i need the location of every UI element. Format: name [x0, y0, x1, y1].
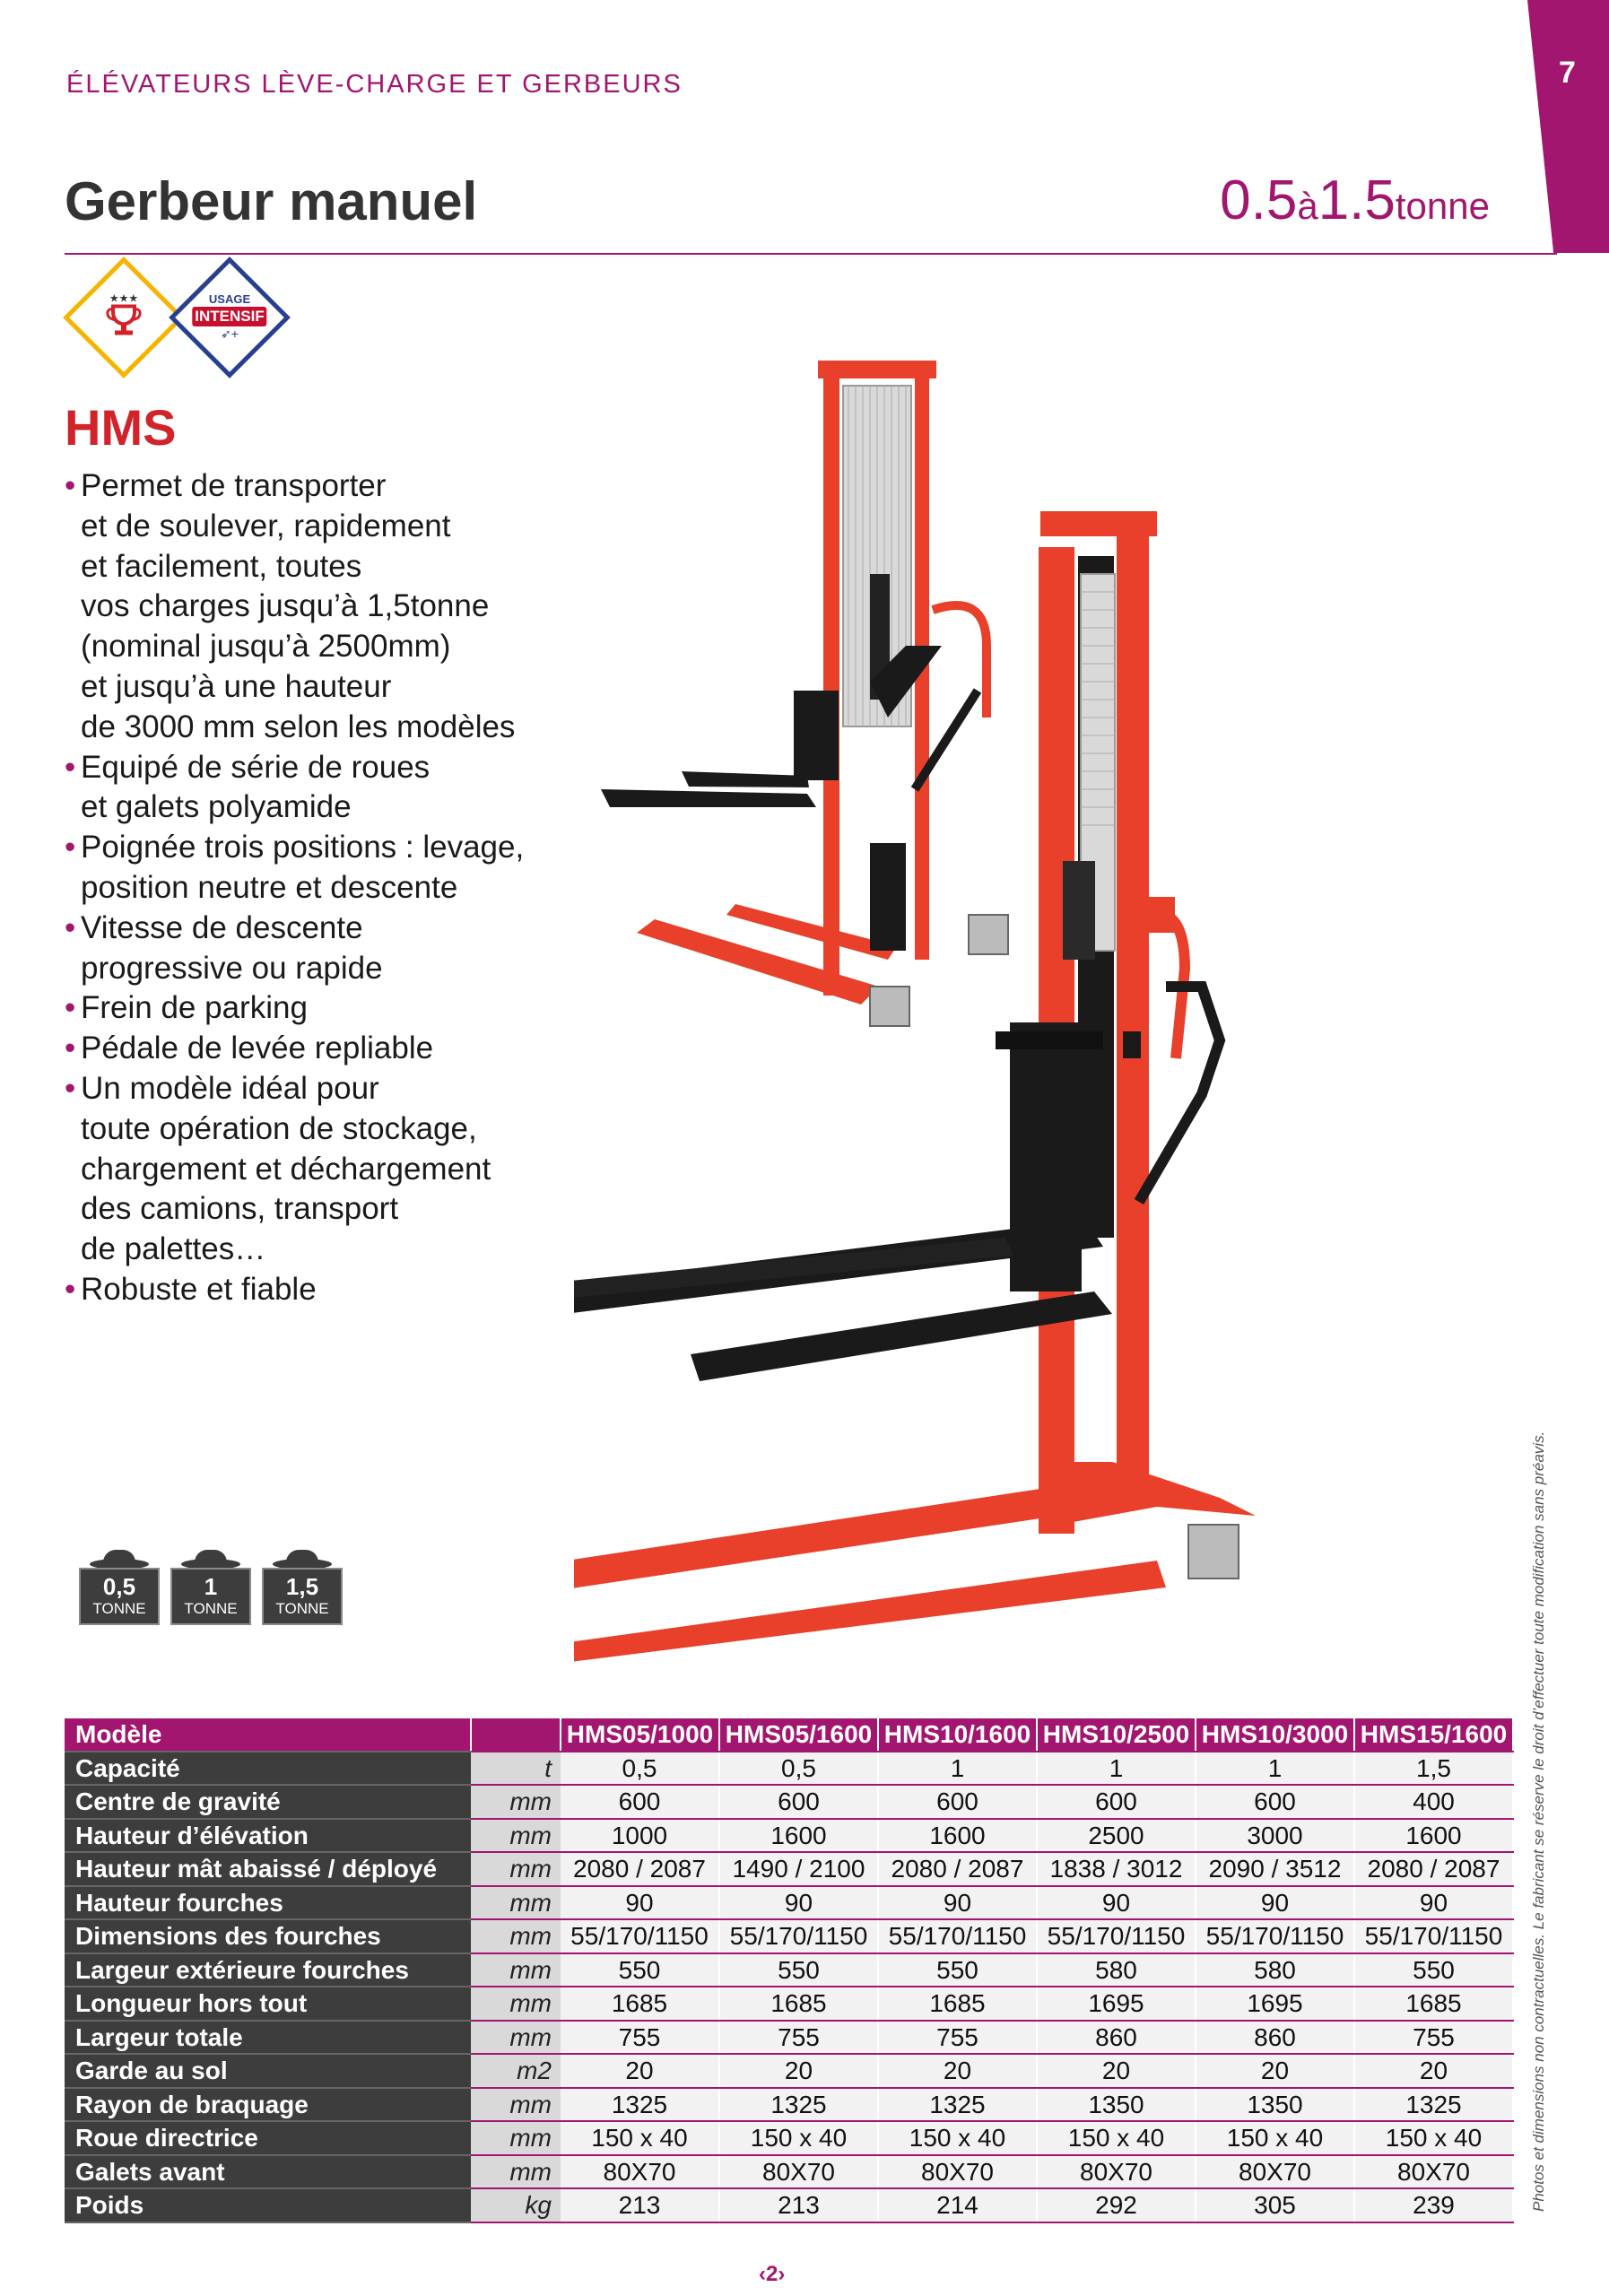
table-cell: 1490 / 2100 [719, 1852, 878, 1886]
trophy-icon [99, 291, 149, 345]
table-cell: 2090 / 3512 [1196, 1852, 1354, 1886]
feature-item: • Permet de transporter et de soulever, rapidement et facilement, toutes vos charges jusqu’à 1,5tonne (nominal jusqu’à 2500mm) et jusqu’à une hauteur de 3000 mm selon les modèles [65, 466, 567, 748]
table-cell: 90 [878, 1886, 1037, 1920]
feature-item: • Frein de parking [65, 988, 567, 1029]
table-cell: 1 [878, 1752, 1037, 1786]
table-cell: 150 x 40 [878, 2121, 1037, 2155]
table-row [65, 1852, 1513, 1886]
table-cell: 1600 [1354, 1819, 1513, 1853]
stacker-illustration [574, 341, 1543, 1686]
table-cell: 55/170/1150 [719, 1919, 878, 1953]
table-cell: 755 [878, 2021, 1037, 2055]
row-label: Hauteur fourches [65, 1886, 471, 1920]
row-label: Roue directrice [65, 2121, 471, 2155]
quality-badge [63, 257, 185, 378]
table-cell: 20 [1196, 2054, 1354, 2088]
model-column-header: HMS10/3000 [1196, 1718, 1354, 1752]
table-cell: 55/170/1150 [1037, 1919, 1196, 1953]
table-row [65, 2188, 1513, 2222]
table-cell: 1685 [878, 1987, 1037, 2021]
header-category: ÉLÉVATEURS LÈVE-CHARGE ET GERBEURS [66, 70, 683, 99]
row-label: Garde au sol [65, 2054, 471, 2088]
row-label: Longueur hors tout [65, 1987, 471, 2021]
table-cell: 80X70 [1354, 2155, 1513, 2189]
row-unit: mm [471, 1987, 561, 2021]
tonnage-unit: TONNE [92, 1600, 146, 1617]
table-cell: 80X70 [1037, 2155, 1196, 2189]
row-unit: mm [471, 2155, 561, 2189]
table-cell: 80X70 [561, 2155, 719, 2189]
table-cell: 1 [1037, 1752, 1196, 1786]
row-unit: mm [471, 1785, 561, 1819]
table-row [65, 1886, 1513, 1920]
row-unit: mm [471, 1953, 561, 1987]
table-cell: 1600 [719, 1819, 878, 1853]
weight-icon [262, 1550, 343, 1625]
table-header-label: Modèle [65, 1718, 471, 1752]
table-row [65, 1987, 1513, 2021]
tonnage-value: 1,5 [285, 1573, 319, 1600]
row-label: Capacité [65, 1752, 471, 1786]
footer-logo: ‹2› [759, 2262, 786, 2286]
badge-usage-text: USAGE [208, 292, 251, 306]
table-row [65, 1953, 1513, 1987]
row-unit: mm [471, 2021, 561, 2055]
row-label: Hauteur mât abaissé / déployé [65, 1852, 471, 1886]
table-cell: 1600 [878, 1819, 1037, 1853]
table-cell: 292 [1037, 2188, 1196, 2222]
table-row [65, 1919, 1513, 1953]
table-row [65, 1819, 1513, 1853]
table-cell: 213 [561, 2188, 719, 2222]
feature-list [65, 466, 567, 1310]
tonnage-value: 1 [204, 1573, 218, 1600]
row-unit: mm [471, 1919, 561, 1953]
row-unit: mm [471, 2121, 561, 2155]
table-cell: 3000 [1196, 1819, 1354, 1853]
row-label: Dimensions des fourches [65, 1919, 471, 1953]
table-row [65, 2155, 1513, 2189]
model-column-header: HMS10/2500 [1037, 1718, 1196, 1752]
table-cell: 580 [1196, 1953, 1354, 1987]
disclaimer-note: Photos et dimensions non contractuelles. Le fabricant se réserve le droit d’effectuer toute modification sans préavis. [1530, 1431, 1547, 2212]
feature-item: • Pédale de levée repliable [65, 1029, 567, 1069]
arrows-icon: ➶+ [221, 326, 239, 341]
row-unit: m2 [471, 2054, 561, 2088]
table-cell: 600 [1196, 1785, 1354, 1819]
table-row [65, 1752, 1513, 1786]
table-cell: 755 [1354, 2021, 1513, 2055]
table-cell: 305 [1196, 2188, 1354, 2222]
row-label: Rayon de braquage [65, 2088, 471, 2122]
badge-intensif-text: INTENSIF [192, 307, 266, 326]
table-cell: 55/170/1150 [1196, 1919, 1354, 1953]
capacity-from: 0.5 [1220, 170, 1298, 231]
table-cell: 1325 [878, 2088, 1037, 2122]
table-cell: 600 [878, 1785, 1037, 1819]
capacity-range [1220, 169, 1490, 232]
table-cell: 755 [719, 2021, 878, 2055]
model-column-header: HMS05/1000 [561, 1718, 719, 1752]
table-cell: 20 [1354, 2054, 1513, 2088]
svg-text:★★★: ★★★ [109, 291, 139, 305]
table-cell: 214 [878, 2188, 1037, 2222]
tonnage-unit: TONNE [184, 1600, 238, 1617]
row-unit: mm [471, 1886, 561, 1920]
table-cell: 600 [1037, 1785, 1196, 1819]
table-cell: 90 [1354, 1886, 1513, 1920]
row-label: Galets avant [65, 2155, 471, 2189]
table-cell: 0,5 [561, 1752, 719, 1786]
table-cell: 150 x 40 [1354, 2121, 1513, 2155]
feature-item: • Poignée trois positions : levage, position neutre et descente [65, 828, 567, 909]
table-row [65, 2021, 1513, 2055]
table-cell: 2080 / 2087 [1354, 1852, 1513, 1886]
table-cell: 150 x 40 [1196, 2121, 1354, 2155]
table-cell: 80X70 [878, 2155, 1037, 2189]
page-number: 7 [1559, 56, 1576, 90]
table-cell: 20 [719, 2054, 878, 2088]
table-cell: 1,5 [1354, 1752, 1513, 1786]
table-cell: 0,5 [719, 1752, 878, 1786]
row-unit: kg [471, 2188, 561, 2222]
table-cell: 1325 [561, 2088, 719, 2122]
table-cell: 90 [1196, 1886, 1354, 1920]
table-cell: 1838 / 3012 [1037, 1852, 1196, 1886]
table-cell: 1695 [1196, 1987, 1354, 2021]
feature-item: • Vitesse de descente progressive ou rapide [65, 909, 567, 989]
table-row [65, 2088, 1513, 2122]
table-cell: 239 [1354, 2188, 1513, 2222]
table-cell: 55/170/1150 [878, 1919, 1037, 1953]
tonnage-unit: TONNE [275, 1600, 329, 1617]
weight-icon [79, 1550, 160, 1625]
table-cell: 860 [1037, 2021, 1196, 2055]
row-label: Centre de gravité [65, 1785, 471, 1819]
table-cell: 20 [1037, 2054, 1196, 2088]
table-cell: 150 x 40 [719, 2121, 878, 2155]
row-unit: t [471, 1752, 561, 1786]
model-name: HMS [65, 399, 177, 456]
table-cell: 150 x 40 [561, 2121, 719, 2155]
table-cell: 600 [719, 1785, 878, 1819]
table-header-unit [471, 1718, 561, 1752]
tonnage-value: 0,5 [102, 1573, 136, 1600]
table-cell: 80X70 [719, 2155, 878, 2189]
table-cell: 580 [1037, 1953, 1196, 1987]
model-column-header: HMS10/1600 [878, 1718, 1037, 1752]
row-label: Poids [65, 2188, 471, 2222]
table-row [65, 1785, 1513, 1819]
model-column-header: HMS15/1600 [1354, 1718, 1513, 1752]
page-title: Gerbeur manuel [65, 171, 478, 231]
table-cell: 20 [561, 2054, 719, 2088]
spec-table [65, 1718, 1514, 2223]
table-cell: 213 [719, 2188, 878, 2222]
table-cell: 90 [1037, 1886, 1196, 1920]
table-row [65, 2054, 1513, 2088]
table-cell: 1325 [719, 2088, 878, 2122]
row-label: Largeur totale [65, 2021, 471, 2055]
table-cell: 55/170/1150 [561, 1919, 719, 1953]
table-cell: 2080 / 2087 [561, 1852, 719, 1886]
table-cell: 1325 [1354, 2088, 1513, 2122]
table-cell: 550 [878, 1953, 1037, 1987]
table-cell: 600 [561, 1785, 719, 1819]
table-cell: 150 x 40 [1037, 2121, 1196, 2155]
feature-item: • Un modèle idéal pour toute opération de stockage, chargement et déchargement des camions, transport de palettes… [65, 1069, 567, 1270]
table-cell: 55/170/1150 [1354, 1919, 1513, 1953]
table-cell: 1685 [1354, 1987, 1513, 2021]
row-label: Hauteur d’élévation [65, 1819, 471, 1853]
table-cell: 1685 [561, 1987, 719, 2021]
intensive-use-badge [169, 257, 291, 378]
table-cell: 1695 [1037, 1987, 1196, 2021]
capacity-sep: à [1297, 185, 1318, 227]
table-cell: 2080 / 2087 [878, 1852, 1037, 1886]
page-tab [1527, 0, 1609, 253]
weight-icon [170, 1550, 251, 1625]
feature-item: • Robuste et fiable [65, 1270, 567, 1310]
table-cell: 860 [1196, 2021, 1354, 2055]
spec-table-body [65, 1752, 1513, 2222]
table-cell: 550 [561, 1953, 719, 1987]
table-cell: 1000 [561, 1819, 719, 1853]
row-unit: mm [471, 1852, 561, 1886]
table-header-row [65, 1718, 1513, 1752]
capacity-to: 1.5 [1318, 170, 1396, 231]
header-rule [65, 253, 1557, 255]
row-unit: mm [471, 1819, 561, 1853]
row-unit: mm [471, 2088, 561, 2122]
table-cell: 1350 [1037, 2088, 1196, 2122]
table-cell: 1 [1196, 1752, 1354, 1786]
table-cell: 550 [1354, 1953, 1513, 1987]
table-cell: 1685 [719, 1987, 878, 2021]
table-cell: 2500 [1037, 1819, 1196, 1853]
row-label: Largeur extérieure fourches [65, 1953, 471, 1987]
table-cell: 400 [1354, 1785, 1513, 1819]
feature-item: • Equipé de série de roues et galets polyamide [65, 748, 567, 829]
table-cell: 90 [561, 1886, 719, 1920]
stacker-small-image [601, 361, 1008, 1026]
table-cell: 755 [561, 2021, 719, 2055]
capacity-unit: tonne [1395, 185, 1490, 227]
model-column-header: HMS05/1600 [719, 1718, 878, 1752]
table-cell: 20 [878, 2054, 1037, 2088]
table-cell: 90 [719, 1886, 878, 1920]
table-cell: 1350 [1196, 2088, 1354, 2122]
table-row [65, 2121, 1513, 2155]
table-cell: 80X70 [1196, 2155, 1354, 2189]
table-cell: 550 [719, 1953, 878, 1987]
